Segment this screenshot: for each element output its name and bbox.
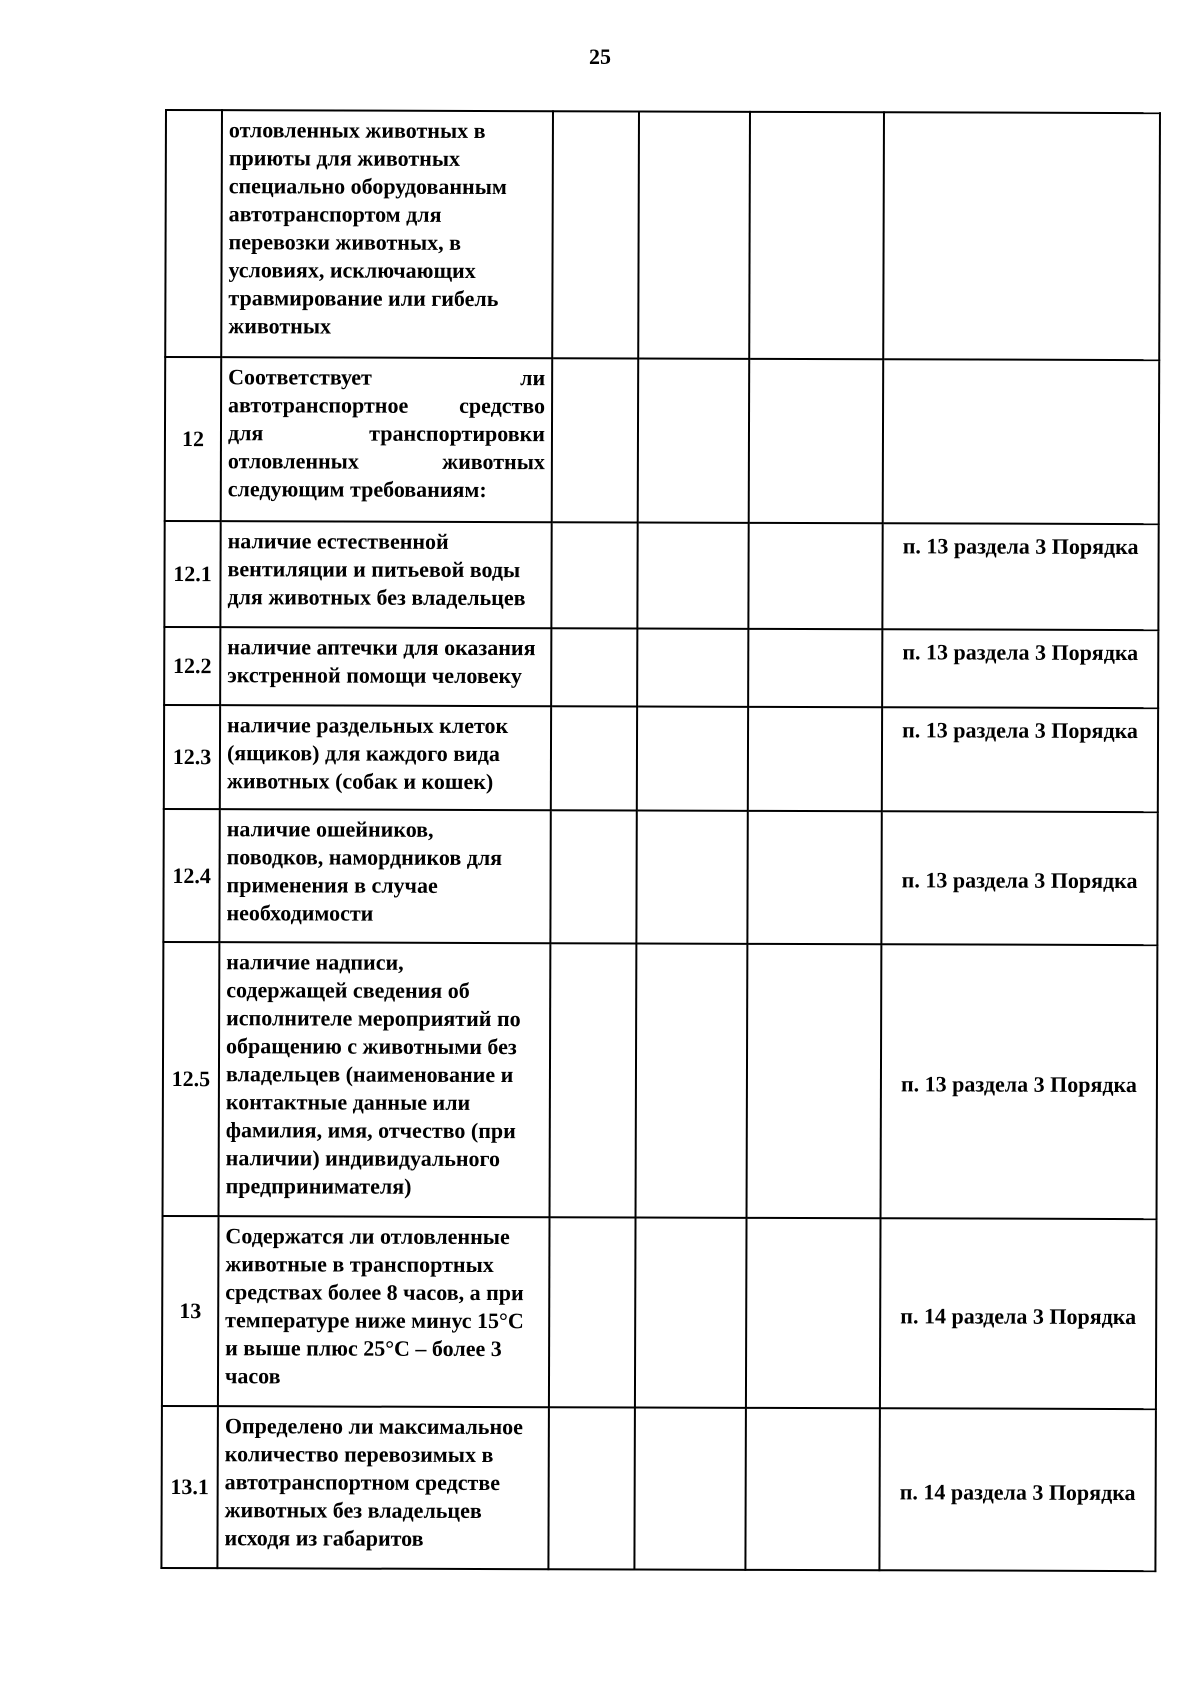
- answer-no-cell[interactable]: [638, 358, 750, 522]
- question-line: Определено ли максимальное: [224, 1413, 523, 1440]
- question-line: количество перевозимых в: [224, 1441, 494, 1468]
- row-reference: п. 13 раздела 3 Порядка: [881, 811, 1157, 945]
- answer-na-cell[interactable]: [747, 944, 882, 1218]
- answer-no-cell[interactable]: [638, 111, 750, 358]
- table-row: [161, 1406, 1156, 1571]
- question-line: и выше плюс 25°С – более 3: [225, 1335, 502, 1362]
- question-line: вентиляции и питьевой воды: [227, 556, 521, 583]
- row-question: [219, 942, 551, 1217]
- question-line: наличие аптечки для оказания: [227, 634, 536, 661]
- row-reference: п. 13 раздела 3 Порядка: [882, 707, 1158, 812]
- question-line: перевозки животных, в: [228, 229, 462, 255]
- question-line: автотранспортном средстве: [224, 1469, 501, 1496]
- answer-yes-cell[interactable]: [552, 358, 639, 522]
- question-line: наличие естественной: [227, 528, 449, 554]
- row-number: [165, 110, 222, 357]
- answer-no-cell[interactable]: [635, 1217, 747, 1407]
- question-line: часов: [224, 1363, 281, 1389]
- question-line: для транспортировки: [227, 420, 546, 447]
- question-line: животных без владельцев: [224, 1497, 482, 1524]
- question-line: условиях, исключающих: [228, 257, 476, 283]
- table-row: [163, 809, 1157, 945]
- row-question: [220, 705, 551, 810]
- answer-yes-cell[interactable]: [550, 810, 636, 943]
- question-line: исходя из габаритов: [224, 1525, 424, 1551]
- question-line: животных (собак и кошек): [226, 768, 494, 795]
- answer-no-cell[interactable]: [636, 943, 748, 1217]
- row-reference: п. 13 раздела 3 Порядка: [882, 523, 1158, 630]
- answer-na-cell[interactable]: [749, 112, 884, 359]
- row-reference: п. 13 раздела 3 Порядка: [881, 944, 1158, 1219]
- row-reference: п. 14 раздела 3 Порядка: [879, 1408, 1156, 1571]
- answer-na-cell[interactable]: [747, 811, 881, 944]
- question-line: наличие ошейников,: [226, 816, 434, 842]
- question-line: температуре ниже минус 15°С: [225, 1307, 524, 1334]
- question-line: предпринимателя): [225, 1173, 412, 1199]
- table-row: [165, 110, 1160, 360]
- question-line: поводков, намордников для: [226, 844, 503, 871]
- question-line: содержащей сведения об: [226, 977, 470, 1003]
- question-line: Соответствует ли: [228, 364, 546, 391]
- question-line: (ящиков) для каждого вида: [226, 740, 500, 767]
- table-row: [164, 705, 1158, 812]
- question-line: автотранспортом для: [228, 201, 442, 227]
- table-row: [164, 627, 1158, 708]
- answer-yes-cell[interactable]: [550, 943, 637, 1217]
- answer-no-cell[interactable]: [636, 810, 747, 943]
- question-line: необходимости: [226, 900, 374, 926]
- row-reference: п. 14 раздела 3 Порядка: [880, 1218, 1157, 1409]
- question-line: специально оборудованным: [228, 173, 507, 200]
- answer-no-cell[interactable]: [637, 706, 748, 810]
- answer-yes-cell[interactable]: [551, 522, 637, 628]
- question-line: контактные данные или: [225, 1089, 471, 1115]
- row-number: 12.2: [164, 627, 220, 705]
- question-line: отловленных животных: [227, 448, 545, 475]
- table-row: [162, 1216, 1157, 1409]
- answer-no-cell[interactable]: [637, 522, 748, 628]
- page-number: 25: [589, 44, 611, 69]
- question-line: средствах более 8 часов, а при: [225, 1279, 524, 1306]
- answer-yes-cell[interactable]: [549, 1217, 636, 1407]
- answer-no-cell[interactable]: [637, 628, 748, 706]
- table-row: [165, 357, 1160, 524]
- row-question: [221, 357, 553, 522]
- question-line: фамилия, имя, отчество (при: [225, 1117, 516, 1144]
- question-line: исполнителе мероприятий по: [226, 1005, 521, 1032]
- table-row: [164, 521, 1158, 630]
- answer-yes-cell[interactable]: [551, 628, 637, 706]
- answer-na-cell[interactable]: [749, 359, 884, 523]
- question-line: животных: [228, 313, 332, 339]
- question-line: травмирование или гибель: [228, 285, 499, 312]
- answer-na-cell[interactable]: [748, 629, 882, 707]
- row-number: 12: [165, 357, 222, 521]
- row-reference: [883, 359, 1160, 524]
- question-line: наличие раздельных клеток: [227, 712, 509, 739]
- question-line: отловленных животных в: [228, 117, 486, 144]
- checklist-table: [160, 109, 1161, 1572]
- question-line: экстренной помощи человеку: [227, 662, 522, 689]
- row-number: 13: [162, 1216, 219, 1406]
- row-reference: [883, 112, 1160, 360]
- row-question: [219, 809, 550, 943]
- question-line: наличие надписи,: [226, 949, 404, 975]
- question-line: Содержатся ли отловленные: [225, 1223, 510, 1250]
- row-number: 12.3: [164, 705, 220, 809]
- row-reference: п. 13 раздела 3 Порядка: [882, 629, 1158, 708]
- question-line: для животных без владельцев: [227, 584, 526, 611]
- row-number: 12.5: [163, 942, 220, 1216]
- answer-na-cell[interactable]: [748, 523, 882, 629]
- row-number: 12.4: [163, 809, 219, 942]
- answer-no-cell[interactable]: [634, 1407, 746, 1569]
- question-line: владельцев (наименование и: [225, 1061, 514, 1088]
- question-line: наличии) индивидуального: [225, 1145, 501, 1172]
- question-line: обращению с животными без: [226, 1033, 517, 1060]
- row-question: [218, 1216, 550, 1407]
- answer-na-cell[interactable]: [746, 1218, 881, 1408]
- table-row: [163, 942, 1158, 1219]
- question-line: применения в случае: [226, 872, 438, 898]
- answer-yes-cell[interactable]: [552, 111, 639, 358]
- answer-na-cell[interactable]: [745, 1408, 880, 1570]
- row-question: [221, 110, 553, 358]
- row-question: [220, 521, 551, 628]
- row-number: 12.1: [164, 521, 220, 627]
- row-question: [220, 627, 551, 706]
- answer-na-cell[interactable]: [748, 707, 882, 811]
- answer-yes-cell[interactable]: [551, 706, 637, 810]
- row-question: [217, 1406, 549, 1569]
- answer-yes-cell[interactable]: [548, 1407, 635, 1569]
- question-line: животные в транспортных: [225, 1251, 494, 1278]
- question-line: автотранспортное средство: [228, 392, 546, 419]
- question-line: приюты для животных: [228, 145, 461, 171]
- row-number: 13.1: [161, 1406, 218, 1568]
- question-line: следующим требованиям:: [227, 476, 487, 503]
